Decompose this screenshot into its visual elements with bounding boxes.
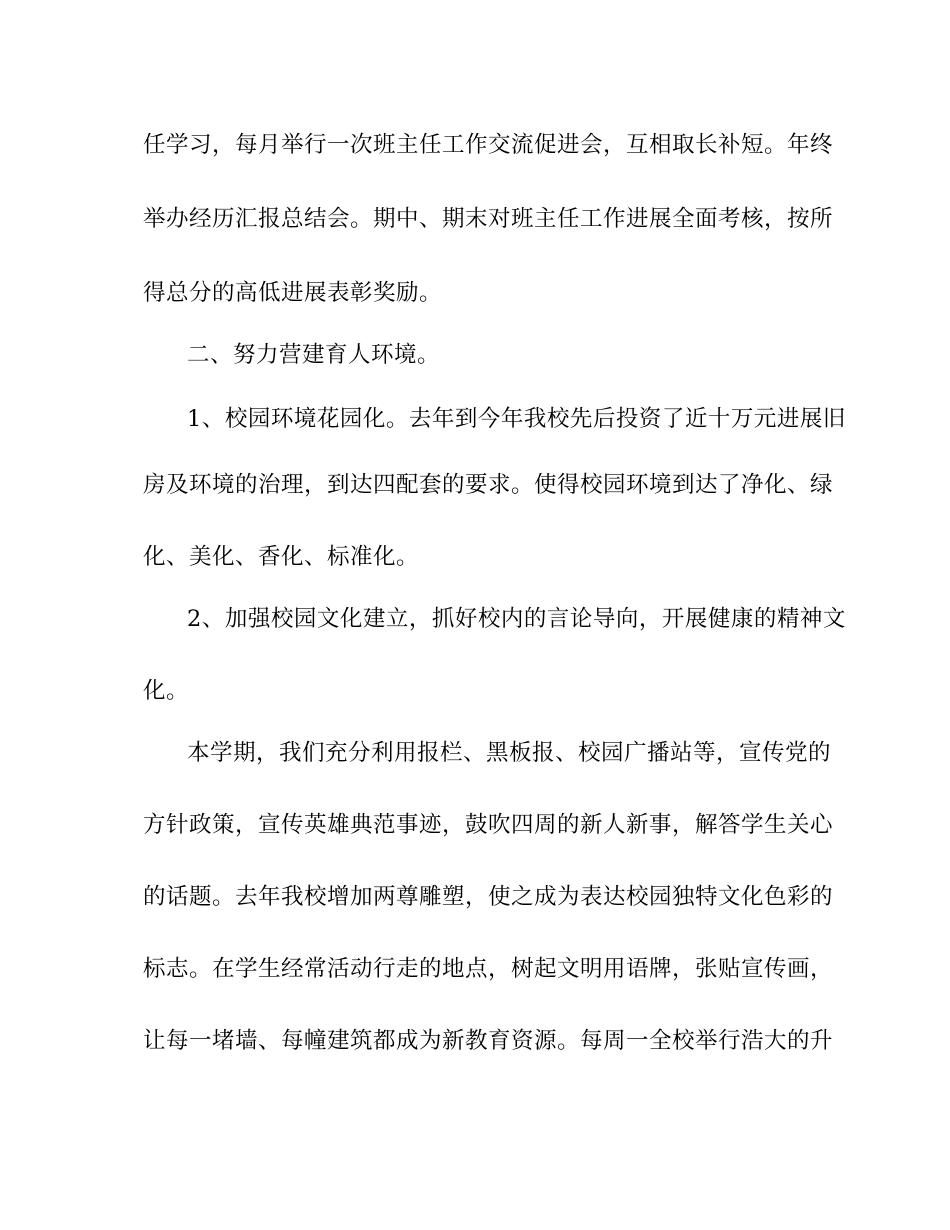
- text-line: 得总分的高低进展表彰奖励。: [143, 280, 443, 306]
- text-line: 举办经历汇报总结会。期中、期末对班主任工作进展全面考核，按所: [143, 206, 834, 232]
- text-line: 的话题。去年我校增加两尊雕塑，使之成为表达校园独特文化色彩的: [143, 884, 834, 910]
- section-heading: 二、努力营建育人环境。: [187, 342, 441, 368]
- text-line: 方针政策，宣传英雄典范事迹，鼓吹四周的新人新事，解答学生关心: [143, 812, 834, 838]
- text-line: 标志。在学生经常活动行走的地点，树起文明用语牌，张贴宣传画，: [143, 956, 834, 982]
- text-line: 1、校园环境花园化。去年到今年我校先后投资了近十万元进展旧: [187, 406, 846, 432]
- text-line: 让每一堵墙、每幢建筑都成为新教育资源。每周一全校举行浩大的升: [143, 1028, 834, 1054]
- text-line: 2、加强校园文化建立，抓好校内的言论导向，开展健康的精神文: [187, 606, 846, 632]
- text-line: 化。: [143, 678, 190, 704]
- text-line: 本学期，我们充分利用报栏、黑板报、校园广播站等，宣传党的: [187, 740, 832, 766]
- text-line: 任学习，每月举行一次班主任工作交流促进会，互相取长补短。年终: [143, 132, 834, 158]
- text-line: 化、美化、香化、标准化。: [143, 544, 420, 570]
- text-line: 房及环境的治理，到达四配套的要求。使得校园环境到达了净化、绿: [143, 472, 834, 498]
